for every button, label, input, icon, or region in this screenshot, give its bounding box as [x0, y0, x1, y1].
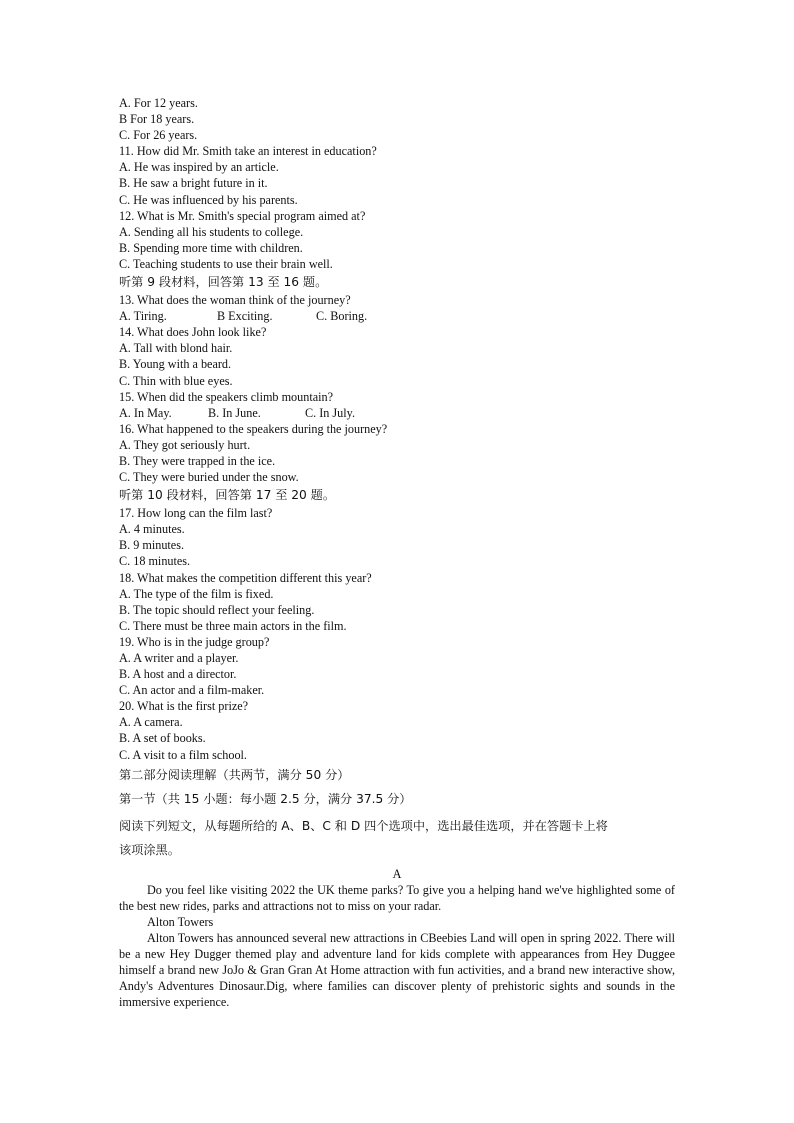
- q13-option-b: B Exciting.: [217, 309, 273, 324]
- q19-option-c: C. An actor and a film-maker.: [119, 683, 265, 698]
- q15-option-b: B. In June.: [208, 405, 261, 420]
- section10-heading: 听第 10 段材料，回答第 17 至 20 题。: [119, 488, 336, 503]
- q18-option-c: C. There must be three main actors in the film.: [119, 618, 347, 633]
- q14-option-a: A. Tall with blond hair.: [119, 341, 233, 356]
- q12-option-c: C. Teaching students to use their brain well.: [119, 256, 333, 271]
- q13-option-c: C. Boring.: [316, 309, 368, 324]
- q11-option-a: A. He was inspired by an article.: [119, 160, 279, 175]
- q16-question: 16. What happened to the speakers during the journey?: [119, 421, 388, 436]
- q20-option-c: C. A visit to a film school.: [119, 747, 247, 762]
- q18-question: 18. What makes the competition different this year?: [119, 570, 372, 585]
- q17-option-a: A. 4 minutes.: [119, 522, 185, 537]
- q12-option-b: B. Spending more time with children.: [119, 240, 303, 255]
- q11-option-c: C. He was influenced by his parents.: [119, 192, 298, 207]
- q14-question: 14. What does John look like?: [119, 325, 267, 340]
- q15-option-a: A. In May.: [119, 405, 172, 420]
- q12-option-a: A. Sending all his students to college.: [119, 224, 304, 239]
- q10-option-a: A. For 12 years.: [119, 96, 198, 110]
- q16-option-a: A. They got seriously hurt.: [119, 437, 251, 452]
- q19-option-a: A. A writer and a player.: [119, 651, 239, 665]
- passage-subheading: Alton Towers: [147, 914, 214, 929]
- q10-option-c: C. For 26 years.: [119, 128, 198, 143]
- q15-question: 15. When did the speakers climb mountain?: [119, 389, 334, 404]
- q15-option-c: C. In July.: [305, 405, 355, 420]
- q17-question: 17. How long can the film last?: [119, 506, 273, 521]
- page-content: [119, 95, 675, 1011]
- q14-option-c: C. Thin with blue eyes.: [119, 373, 233, 388]
- passage-body: Alton Towers has announced several new attractions in CBeebies Land will open in spring 2022. There will be a new Hey Dugger themed play and adventure land for kids complete with appearances from Hey Duggee himself a brand new JoJo & Gran Gran At Home attraction with fun activities, and a brand new interactive show, Andy's Adventures Dinosaur.Dig, where families can discover plenty of prehistoric sights and sounds in the immersive experience.: [119, 931, 675, 1010]
- passage-intro: Do you feel like visiting 2022 the UK theme parks? To give you a helping hand we've highlighted some of the best new rides, parks and attractions not to miss on your radar.: [119, 882, 675, 913]
- q19-option-b: B. A host and a director.: [119, 667, 237, 682]
- passage-label: A: [392, 866, 402, 881]
- q17-option-c: C. 18 minutes.: [119, 554, 191, 569]
- instructions-line-2: 该项涂黑。: [119, 842, 180, 857]
- q12-question: 12. What is Mr. Smith's special program aimed at?: [119, 208, 366, 223]
- q16-option-b: B. They were trapped in the ice.: [119, 453, 276, 468]
- q15-options: [119, 405, 675, 421]
- q11-question: 11. How did Mr. Smith take an interest in education?: [119, 144, 377, 159]
- part2-heading: 第二部分阅读理解（共两节，满分 50 分）: [119, 767, 350, 782]
- q13-options: [119, 308, 675, 324]
- q16-option-c: C. They were buried under the snow.: [119, 470, 299, 485]
- q14-option-b: B. Young with a beard.: [119, 357, 232, 372]
- q18-option-b: B. The topic should reflect your feeling.: [119, 602, 315, 617]
- section1-heading: 第一节（共 15 小题：每小题 2.5 分，满分 37.5 分）: [119, 791, 412, 806]
- q11-option-b: B. He saw a bright future in it.: [119, 176, 268, 191]
- instructions-line-1: 阅读下列短文，从每题所给的 A、B、C 和 D 四个选项中，选出最佳选项，并在答题卡上将: [119, 818, 608, 833]
- q10-option-b: B For 18 years.: [119, 112, 195, 127]
- q17-option-b: B. 9 minutes.: [119, 538, 185, 553]
- q13-option-a: A. Tiring.: [119, 309, 167, 324]
- q13-question: 13. What does the woman think of the journey?: [119, 293, 351, 308]
- q20-question: 20. What is the first prize?: [119, 699, 249, 714]
- q18-option-a: A. The type of the film is fixed.: [119, 586, 274, 601]
- q19-question: 19. Who is in the judge group?: [119, 634, 270, 649]
- section9-heading: 听第 9 段材料，回答第 13 至 16 题。: [119, 275, 328, 290]
- q20-option-a: A. A camera.: [119, 715, 183, 730]
- q20-option-b: B. A set of books.: [119, 731, 206, 746]
